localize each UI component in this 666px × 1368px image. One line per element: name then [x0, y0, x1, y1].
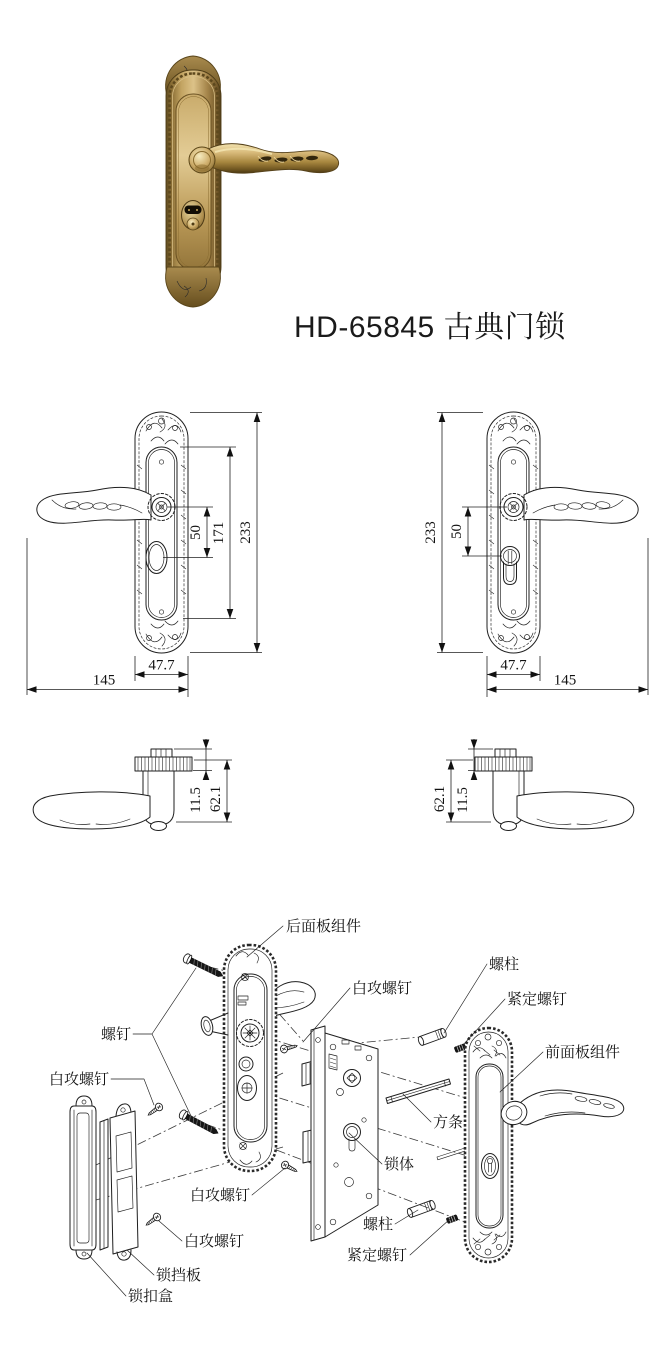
dim-145-left-value: 145	[92, 672, 116, 689]
handle-lever-photo	[189, 144, 339, 173]
bottom-crest-ornament	[166, 267, 221, 307]
stud-bottom-part	[406, 1200, 436, 1218]
label-text: 螺柱	[489, 957, 520, 973]
dim-62-1-left	[176, 760, 232, 822]
label-text: 白攻螺钉	[352, 981, 413, 997]
dim-50-right	[449, 507, 471, 556]
dim-11-5-right	[455, 739, 493, 813]
dim-50-right-value: 50	[449, 524, 465, 539]
side-view-left	[33, 739, 232, 831]
label-text: 锁扣盒	[128, 1289, 174, 1305]
dim-62-1-left-value: 62.1	[208, 785, 224, 813]
label-text: 紧定螺钉	[507, 992, 568, 1008]
label-text: 锁挡板	[156, 1268, 202, 1284]
lever-outline-right	[524, 487, 638, 523]
inner-panel	[176, 94, 211, 270]
product-photo	[166, 56, 339, 307]
dim-233-left-value: 233	[238, 521, 254, 544]
label-screw	[101, 968, 196, 1118]
lever-side-right	[517, 792, 634, 829]
self-tapping-screw-1	[146, 1102, 164, 1118]
label-text: 紧定螺钉	[347, 1248, 408, 1264]
label-self-tapping-screw-left	[49, 1071, 154, 1105]
label-text: 方条	[433, 1115, 464, 1131]
label-self-tapping-screw-bottom-left	[159, 1221, 244, 1250]
front-handle	[498, 1090, 624, 1128]
dim-62-1-right-value: 62.1	[432, 785, 448, 813]
self-tapping-screw-3	[280, 1042, 298, 1054]
backplate	[166, 56, 221, 307]
dim-11-5-left-value: 11.5	[188, 787, 204, 813]
dim-171-left-value: 171	[211, 521, 227, 545]
strike-plate-part	[100, 1104, 138, 1260]
label-self-tapping-screw-middle	[190, 1168, 285, 1204]
label-text: 螺钉	[101, 1027, 132, 1043]
label-text: 螺柱	[363, 1217, 394, 1233]
label-text: 后面板组件	[286, 919, 362, 935]
stud-top-part	[417, 1028, 447, 1046]
key-cylinder-right	[501, 547, 520, 585]
dim-47-7-right-value: 47.7	[500, 657, 527, 674]
label-text: 前面板组件	[545, 1045, 621, 1061]
label-text: 白攻螺钉	[184, 1234, 245, 1250]
dim-233-right-value: 233	[423, 521, 439, 544]
dim-47-7-left-value: 47.7	[148, 657, 175, 674]
exploded-diagram	[49, 917, 624, 1305]
plate-drawing-right	[487, 412, 540, 653]
dim-11-5-left	[174, 739, 212, 813]
dim-50-left	[188, 507, 210, 558]
label-text: 白攻螺钉	[49, 1072, 110, 1088]
long-screw-bottom	[178, 1109, 221, 1138]
self-tapping-screw-2	[144, 1212, 162, 1228]
product-title: HD-65845 古典门锁	[294, 311, 566, 344]
label-strike-plate	[127, 1250, 201, 1284]
lever-side-left	[33, 792, 150, 829]
label-text: 白攻螺钉	[190, 1188, 251, 1204]
keyhole-escutcheon	[182, 201, 205, 231]
long-screw-top	[182, 953, 225, 981]
lever-outline-left	[37, 487, 151, 523]
strike-box-part	[70, 1096, 96, 1259]
plate-drawing-left	[135, 412, 188, 653]
dim-11-5-right-value: 11.5	[455, 787, 471, 813]
label-front-panel-assembly	[500, 1043, 620, 1092]
self-tapping-screw-4	[280, 1160, 299, 1175]
label-text: 锁体	[384, 1157, 415, 1173]
dim-145-right-value: 145	[553, 672, 577, 689]
label-square-spindle	[403, 1094, 463, 1131]
lock-body-part	[302, 1026, 378, 1241]
front-view-right	[423, 412, 648, 697]
dim-50-left-value: 50	[188, 525, 204, 540]
front-view-left	[27, 412, 262, 697]
front-panel-part	[465, 1028, 624, 1262]
square-spindle-part	[386, 1079, 451, 1104]
side-view-right	[432, 739, 634, 831]
rear-panel-part	[199, 945, 315, 1171]
